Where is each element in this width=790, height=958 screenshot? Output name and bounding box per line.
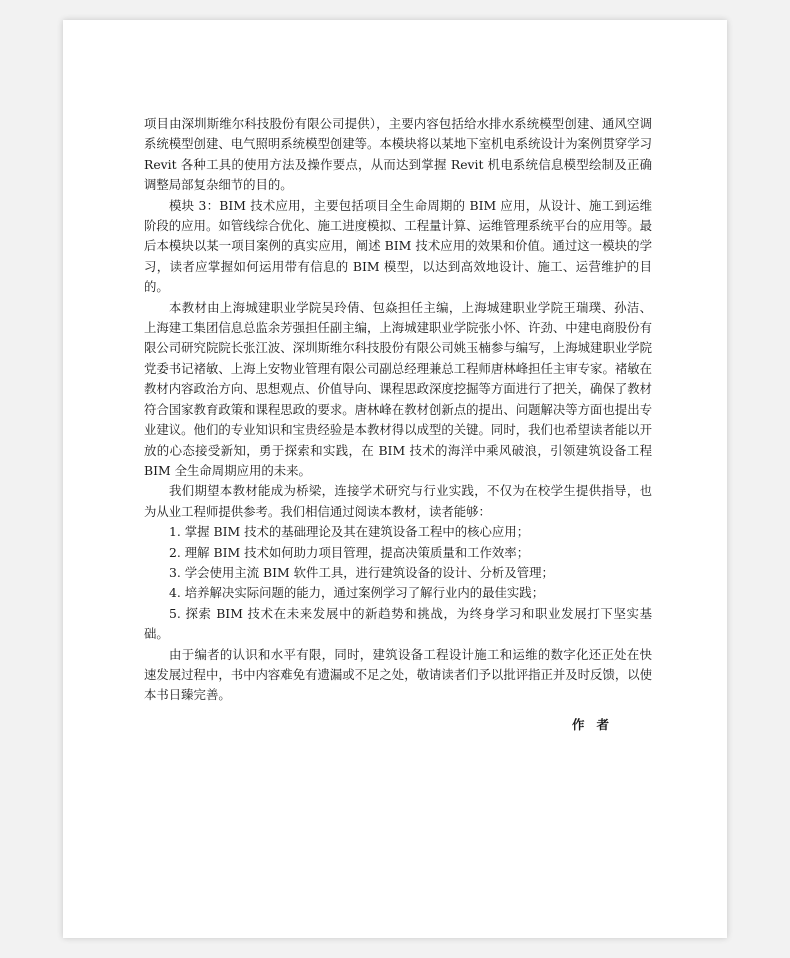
list-item: 1. 掌握 BIM 技术的基础理论及其在建筑设备工程中的核心应用；: [169, 524, 530, 540]
paragraph-authors: 本教材由上海城建职业学院吴玲倩、包焱担任主编，上海城建职业学院王瑞璞、孙洁、上海建工集团信息总监余芳强担任副主编，上海城建职业学院张小怀、许劲、中建电商股份有限公司研究院院长张江波、深圳斯维尔科技股份有限公司姚玉楠参与编写，上海城建职业学院党委书记褚敏、上海上安物业管理有限公司副总经理兼总工程师唐林峰担任主审专家。褚敏在教材内容政治方向、思想观点、价值导向、课程思政深度挖掘等方面进行了把关，确保了教材符合国家教育政策和课程思政的要求。唐林峰在教材创新点的提出、问题解决等方面也提出专业建议。他们的专业知识和宝贵经验是本教材得以成型的关键。同时，我们也希望读者能以开放的心态接受新知，勇于探索和实践，在 BIM 技术的海洋中乘风破浪，引领建筑设备工程 BIM 全生命周期应用的未来。: [144, 299, 653, 478]
list-item: 4. 培养解决实际问题的能力，通过案例学习了解行业内的最佳实践；: [169, 585, 545, 601]
list-item: 5. 探索 BIM 技术在未来发展中的新趋势和挑战，为终身学习和职业发展打下坚实基础。: [144, 605, 652, 642]
list-item: 3. 学会使用主流 BIM 软件工具，进行建筑设备的设计、分析及管理；: [169, 564, 554, 580]
paragraph-module-3: 模块 3：BIM 技术应用，主要包括项目全生命周期的 BIM 应用，从设计、施工到运维阶段的应用。如管线综合优化、施工进度模拟、工程量计算、运维管理系统平台的应用等。最后本模块以某一项目案例的真实应用，阐述 BIM 技术应用的效果和价值。通过这一模块的学习，读者应掌握如何运用带有信息的 BIM 模型，以达到高效地设计、施工、运营维护的目的。: [144, 197, 653, 295]
author-signature: 作者: [571, 717, 621, 732]
list-item: 2. 理解 BIM 技术如何助力项目管理，提高决策质量和工作效率；: [169, 544, 530, 560]
paragraph-expectations: 我们期望本教材能成为桥梁，连接学术研究与行业实践，不仅为在校学生提供指导，也为从业工程师提供参考。我们相信通过阅读本教材，读者能够：: [144, 483, 652, 519]
paragraph-closing: 由于编者的认识和水平有限，同时，建筑设备工程设计施工和运维的数字化还正处在快速发展过程中，书中内容难免有遗漏或不足之处，敬请读者们予以批评指正并及时反馈，以使本书日臻完善。: [144, 646, 653, 703]
paragraph-continuation: 项目由深圳斯维尔科技股份有限公司提供），主要内容包括给水排水系统模型创建、通风空调系统模型创建、电气照明系统模型创建等。本模块将以某地下室机电系统设计为案例贯穿学习 Revit 各种工具的使用方法及操作要点，从而达到掌握 Revit 机电系统信息模型绘制及正确调整局部复杂细节的目的。: [144, 116, 653, 193]
document-page: [63, 20, 727, 938]
document-body: [144, 114, 652, 706]
